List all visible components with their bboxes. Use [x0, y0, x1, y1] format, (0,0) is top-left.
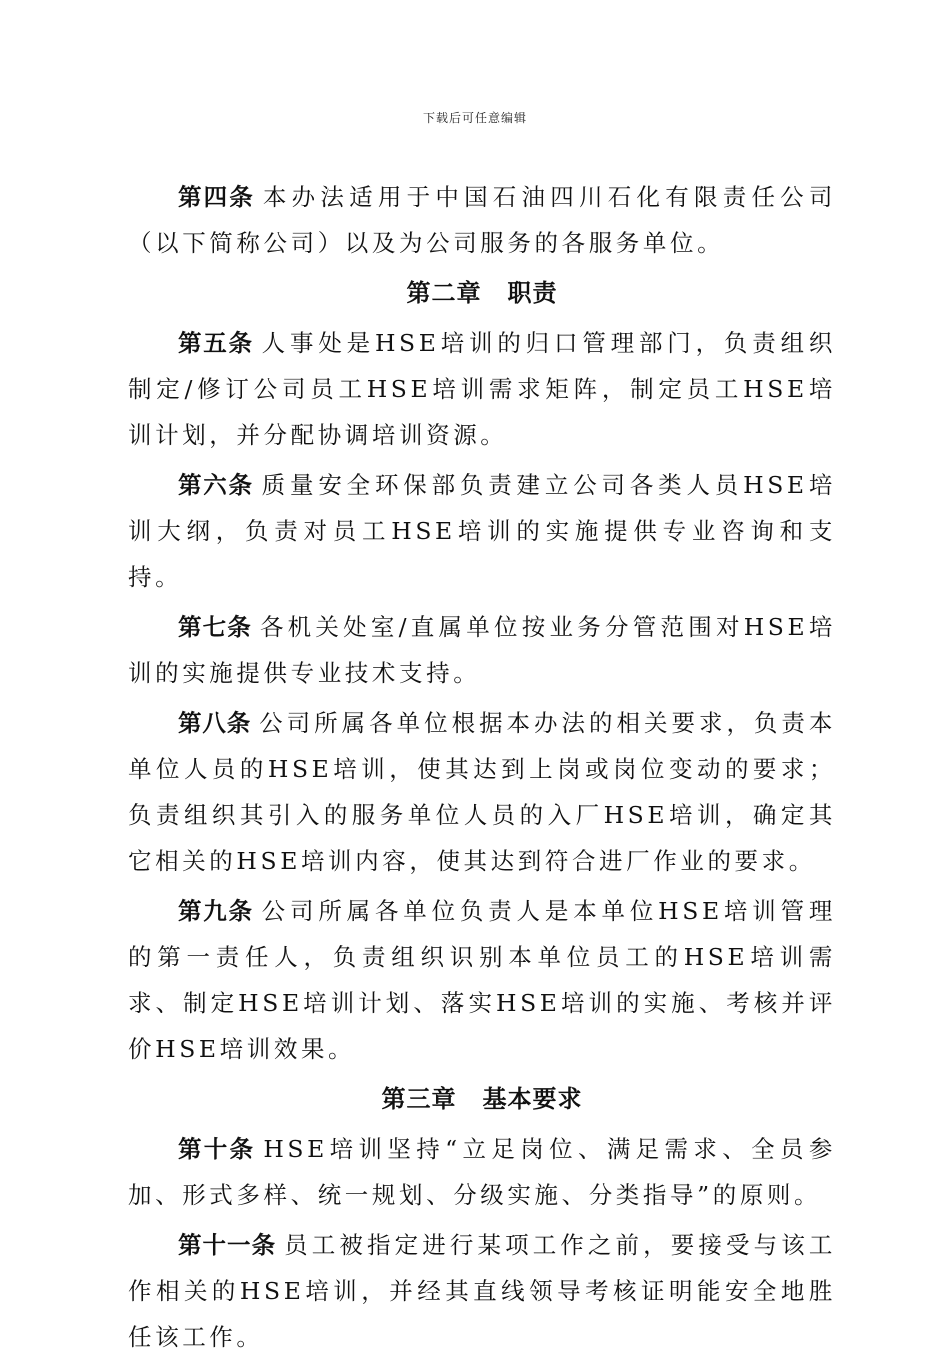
article-text: 本办法适用于中国石油四川石化有限责任公司（以下简称公司）以及为公司服务的各服务单位。: [128, 183, 837, 257]
article-number: 第六条: [178, 471, 254, 499]
article-number: 第五条: [178, 329, 254, 357]
article-text: 员工被指定进行某项工作之前，要接受与该工作相关的HSE培训，并经其直线领导考核证明能安全地胜任该工作。: [128, 1231, 837, 1351]
article-number: 第十一条: [178, 1231, 277, 1259]
article-number: 第四条: [178, 183, 255, 211]
chapter-number: 第二章: [406, 278, 482, 307]
chapter-heading-2: [128, 270, 836, 316]
article-8: [128, 700, 836, 884]
chapter-heading-3: [128, 1076, 836, 1122]
chapter-title: 职责: [507, 278, 558, 307]
article-6: [128, 462, 836, 600]
article-text: HSE培训坚持“立足岗位、满足需求、全员参加、形式多样、统一规划、分级实施、分类指导”的原则。: [128, 1135, 836, 1209]
article-number: 第九条: [178, 897, 254, 925]
article-9: [128, 888, 836, 1072]
chapter-number: 第三章: [381, 1084, 457, 1113]
article-5: [128, 320, 836, 458]
article-4: [128, 174, 836, 266]
header-note: 下载后可任意编辑: [422, 111, 527, 125]
article-10: [128, 1126, 836, 1218]
article-number: 第七条: [178, 613, 252, 641]
chapter-title: 基本要求: [482, 1084, 583, 1113]
article-number: 第八条: [178, 709, 252, 737]
article-7: [128, 604, 836, 696]
article-text: 人事处是HSE培训的归口管理部门，负责组织制定/修订公司员工HSE培训需求矩阵，制定员工HSE培训计划，并分配协调培训资源。: [128, 329, 836, 449]
article-number: 第十条: [178, 1135, 256, 1163]
article-text: 质量安全环保部负责建立公司各类人员HSE培训大纲，负责对员工HSE培训的实施提供专业咨询和支持。: [128, 471, 836, 591]
article-text: 公司所属各单位根据本办法的相关要求，负责本单位人员的HSE培训，使其达到上岗或岗位变动的要求；负责组织其引入的服务单位人员的入厂HSE培训，确定其它相关的HSE培训内容，使其达到符合进厂作业的要求。: [128, 709, 837, 875]
document-body: [128, 174, 836, 1364]
article-text: 各机关处室/直属单位按业务分管范围对HSE培训的实施提供专业技术支持。: [128, 613, 837, 687]
article-11: [128, 1222, 836, 1360]
article-text: 公司所属各单位负责人是本单位HSE培训管理的第一责任人，负责组织识别本单位员工的HSE培训需求、制定HSE培训计划、落实HSE培训的实施、考核并评价HSE培训效果。: [128, 897, 836, 1063]
